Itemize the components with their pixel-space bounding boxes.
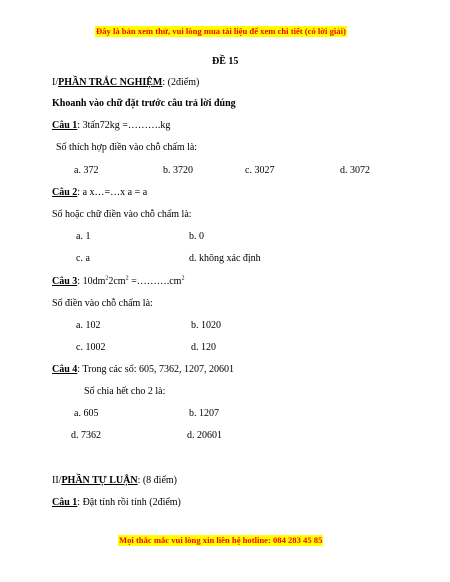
q3-option-b: b. 1020 [191,320,221,331]
q4-prompt: Số chia hết cho 2 là: [84,386,166,397]
p2q1-text: : Đặt tính rồi tính (2điểm) [77,497,181,508]
q2-label: Câu 2 [52,187,78,198]
part2-heading [52,475,177,487]
q4-text: : Trong các số: 605, 7362, 1207, 20601 [77,364,234,375]
part1-heading [52,77,199,89]
q4-option-b: b. 1207 [189,408,219,419]
q3-text-b: 2cm [108,276,126,287]
q2-option-a: a. 1 [76,231,91,242]
q4-option-d: d. 20601 [187,430,222,441]
q3-option-d: d. 120 [191,342,216,353]
part1-points: : (2điểm) [162,77,200,88]
q3-sup-2: 2 [125,275,129,282]
part2-prefix: II/ [52,475,62,486]
part2-points: : (8 điểm) [137,475,178,486]
q1-label: Câu 1 [52,120,78,131]
q2-option-d: d. không xác định [189,253,261,264]
q1-option-c: c. 3027 [245,165,275,176]
q2-line [52,187,147,199]
q1-prompt: Số thích hợp điền vào chỗ chấm là: [56,142,198,153]
q4-option-a: a. 605 [74,408,99,419]
part2-title: PHẦN TỰ LUẬN [61,475,138,486]
q2-prompt: Số hoặc chữ điền vào chỗ chấm là: [52,209,192,220]
q1-line [52,120,170,132]
exam-title: ĐỀ 15 [212,56,239,67]
q3-line [52,276,184,288]
p2q1-line [52,497,181,509]
q1-option-d: d. 3072 [340,165,370,176]
p2q1-label: Câu 1 [52,497,78,508]
q3-prompt: Số điền vào chỗ chấm là: [52,298,153,309]
q3-label: Câu 3 [52,276,78,287]
q4-line [52,364,234,376]
q3-sup-3: 2 [181,275,185,282]
q1-text: : 3tấn72kg =……….kg [77,120,171,131]
q2-option-b: b. 0 [189,231,204,242]
instruction: Khoanh vào chữ đặt trước câu trả lời đúng [52,98,236,109]
q3-text-a: : 10dm [77,276,106,287]
q3-option-c: c. 1002 [76,342,106,353]
q1-option-b: b. 3720 [163,165,193,176]
q3-text-c: =……….cm [128,276,182,287]
part1-prefix: I/ [52,77,59,88]
q4-label: Câu 4 [52,364,78,375]
q4-option-c: d. 7362 [71,430,101,441]
q2-text: : a x…=…x a = a [77,187,148,198]
q1-option-a: a. 372 [74,165,99,176]
preview-notice-banner: Đây là bản xem thử, vui lòng mua tài liệu để xem chi tiết (có lời giải) [96,26,346,36]
q3-sup-1: 2 [105,275,109,282]
q3-option-a: a. 102 [76,320,101,331]
q2-option-c: c. a [76,253,90,264]
part1-title: PHẦN TRẮC NGHIỆM [58,77,163,88]
hotline-banner: Mọi thắc mắc vui lòng xin liên hệ hotline: 084 283 45 85 [119,535,323,545]
